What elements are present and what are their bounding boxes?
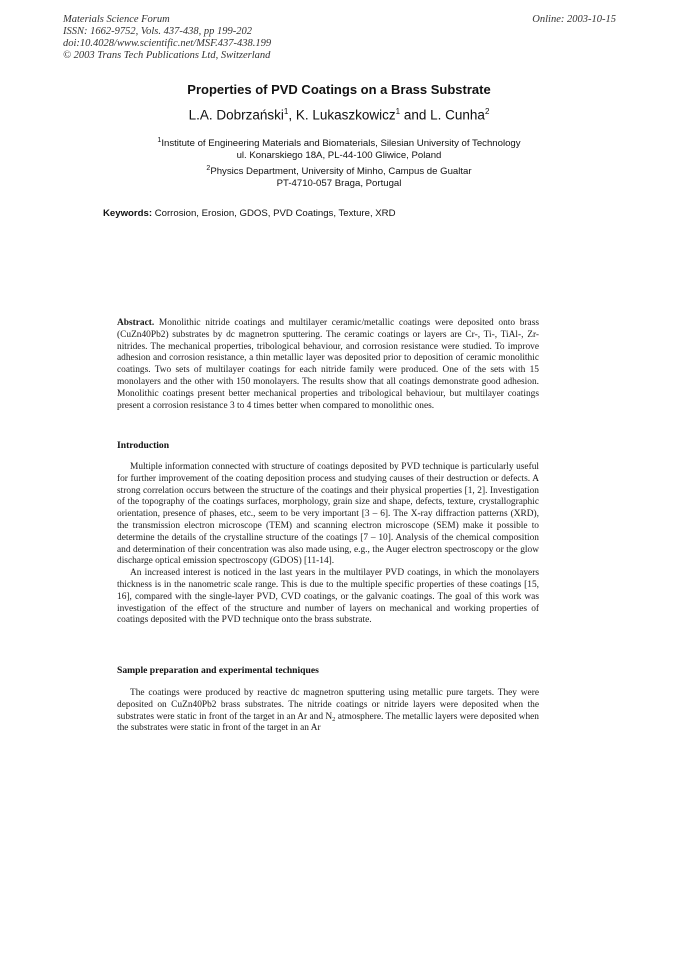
journal-name: Materials Science Forum bbox=[63, 14, 170, 25]
author-name: K. Lukaszkowicz bbox=[295, 107, 396, 123]
author-separator: , bbox=[288, 107, 296, 123]
abstract-label: Abstract. bbox=[117, 318, 155, 328]
sample-preparation-body bbox=[117, 688, 539, 735]
affiliation-marker: 2 bbox=[206, 165, 211, 172]
subscript: 2 bbox=[332, 715, 336, 723]
paper-title: Properties of PVD Coatings on a Brass Substrate bbox=[187, 82, 491, 97]
affiliation-marker: 1 bbox=[157, 137, 162, 144]
paragraph-text: The coatings were produced by reactive dc magnetron sputtering using metallic pure targets. They were deposited on CuZn40Pb2 brass substrates. The nitride coatings or nitride layers were deposited when the substrates were static in front of the target in an Ar and N bbox=[117, 688, 539, 722]
affiliation-marker: 2 bbox=[484, 107, 490, 116]
introduction-body bbox=[117, 462, 539, 627]
keywords-label: Keywords: bbox=[103, 208, 153, 219]
author-name: L.A. Dobrzański bbox=[188, 107, 284, 123]
affiliation-marker: 1 bbox=[395, 107, 401, 116]
journal-header bbox=[63, 14, 271, 62]
author-separator: and bbox=[400, 107, 431, 123]
affiliation-line: Physics Department, University of Minho, Campus de Gualtar bbox=[210, 166, 472, 178]
copyright-line: © 2003 Trans Tech Publications Ltd, Switzerland bbox=[63, 50, 271, 61]
keywords bbox=[103, 208, 396, 219]
paragraph bbox=[117, 688, 539, 735]
affiliation-1 bbox=[0, 135, 678, 162]
doi-line[interactable]: doi:10.4028/www.scientific.net/MSF.437-438.199 bbox=[63, 38, 272, 49]
paragraph: Multiple information connected with structure of coatings deposited by PVD technique is particularly useful for further improvement of the coating deposition process and studying causes of their destruction or defects. A strong correlation occurs between the structure of the coatings and their physical properties [1, 2]. Investigation of the topography of the coatings surfaces, morphology, grain size and shape, defects, texture, crystallographic orientation, presence of phases, etc., seem to be very important [3 – 6]. The X-ray diffraction patterns (XRD), the transmission electron microscope (TEM) and scanning electron microscope (SEM) make it possible to determine the details of the crystalline structure of the coatings [7 – 10]. Analysis of the chemical composition and determination of their concentration was also made using, e.g., the Auger electron spectroscopy or the glow discharge optical emission spectroscopy (GDOS) [11-14]. bbox=[117, 462, 539, 567]
affiliation-marker: 1 bbox=[283, 107, 289, 116]
affiliation-line: ul. Konarskiego 18A, PL-44-100 Gliwice, Poland bbox=[236, 150, 442, 162]
section-heading-introduction: Introduction bbox=[117, 440, 170, 451]
paragraph: An increased interest is noticed in the last years in the multilayer PVD coatings, in which the monolayers thickness is in the nanometric scale range. This is due to the multiple specific properties of these coatings [15, 16], compared with the single-layer PVD, CVD coatings, or the galvanic coatings. The goal of this work was investigation of the effect of the structure and number of layers on mechanical and working properties of coatings deposited with the PVD technique onto the brass substrate. bbox=[117, 568, 539, 626]
affiliation-line: Institute of Engineering Materials and Biomaterials, Silesian University of Technology bbox=[161, 138, 521, 150]
section-heading-sample-preparation: Sample preparation and experimental techniques bbox=[117, 665, 319, 676]
keywords-text: Corrosion, Erosion, GDOS, PVD Coatings, Texture, XRD bbox=[152, 208, 396, 219]
author-list bbox=[0, 107, 678, 123]
author-name: L. Cunha bbox=[430, 107, 485, 123]
abstract bbox=[117, 318, 539, 412]
paragraph-text: atmosphere. The metallic layers were deposited when the substrates were static in front of the target in an Ar bbox=[117, 711, 539, 734]
online-date: Online: 2003-10-15 bbox=[532, 14, 616, 25]
affiliation-line: PT-4710-057 Braga, Portugal bbox=[276, 178, 402, 190]
affiliation-2 bbox=[0, 163, 678, 190]
issn-line: ISSN: 1662-9752, Vols. 437-438, pp 199-202 bbox=[63, 26, 252, 37]
abstract-text: Monolithic nitride coatings and multilayer ceramic/metallic coatings were deposited onto brass (CuZn40Pb2) substrates by dc magnetron sputtering. The ceramic coatings or layers are Cr-, Ti-, TiAl-, Zr-nitrides. The mechanical properties, tribological behaviour, and corrosion resistance were studied. To improve adhesion and corrosion resistance, a thin metallic layer was deposited prior to deposition of ceramic monolithic coatings. Two sets of multilayer coatings for each nitride family were produced. One of the sets with 15 monolayers and the other with 150 monolayers. The results show that all coatings demonstrate good adhesion. Monolithic coatings present better mechanical properties and tribological behaviour, but multilayer coatings present a corrosion resistance 3 to 4 times better when compared to monolithic ones. bbox=[117, 318, 539, 411]
